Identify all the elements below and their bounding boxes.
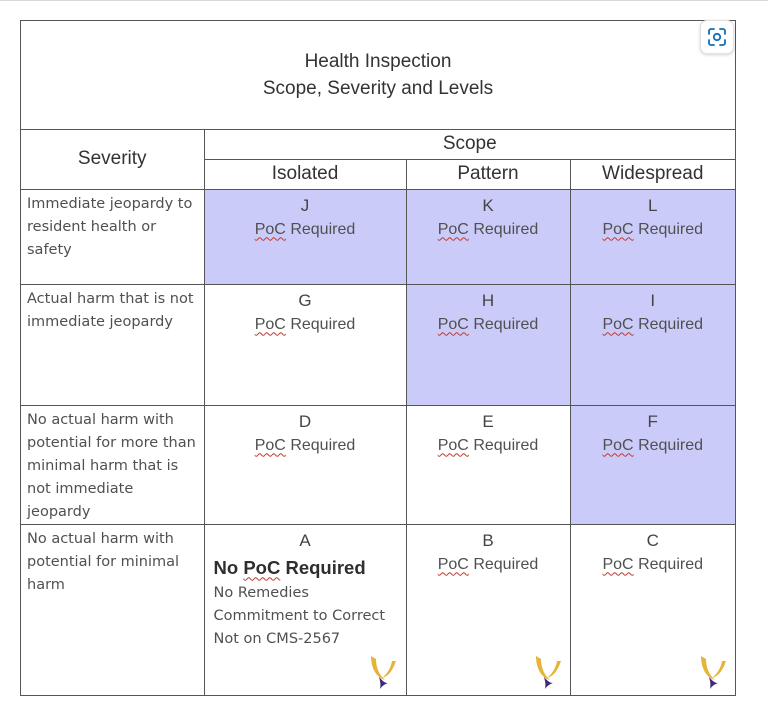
title-line-1: Health Inspection <box>304 51 452 72</box>
poc-status: PoC Required <box>437 436 539 454</box>
level-letter: K <box>482 195 494 215</box>
severity-label: No actual harm with potential for more than minimal harm that is not immediate jeopardy <box>21 405 204 524</box>
poc-status: PoC Required <box>602 555 703 573</box>
scan-expand-icon <box>707 27 727 47</box>
level-letter: G <box>298 290 312 310</box>
level-letter: I <box>650 290 656 310</box>
cell-g <box>204 284 406 405</box>
poc-status: PoC Required <box>437 220 539 238</box>
severity-label: Actual harm that is not immediate jeopardy <box>21 284 204 405</box>
level-letter: B <box>482 530 494 550</box>
scope-header: Scope <box>204 130 735 159</box>
cell-b <box>406 524 570 696</box>
level-letter: A <box>299 530 311 550</box>
scope-severity-table <box>21 130 735 696</box>
severity-label: Immediate jeopardy to resident health or safety <box>21 189 204 284</box>
no-poc-status: No PoC Required <box>213 556 366 578</box>
level-letter: E <box>482 411 494 431</box>
poc-status: PoC Required <box>437 555 539 573</box>
poc-status: PoC Required <box>254 315 356 333</box>
poc-status: PoC Required <box>254 436 356 454</box>
col-header-isolated: Isolated <box>204 159 406 189</box>
cell-e <box>406 405 570 524</box>
col-header-widespread: Widespread <box>570 159 735 189</box>
cell-l <box>570 189 735 284</box>
severity-header: Severity <box>21 130 204 189</box>
severity-label: No actual harm with potential for minimal harm <box>21 524 204 696</box>
bird-logo-icon <box>695 653 731 689</box>
table-row <box>21 189 735 284</box>
table-row <box>21 405 735 524</box>
cell-a <box>204 524 406 696</box>
poc-status: PoC Required <box>254 220 356 238</box>
cell-i <box>570 284 735 405</box>
top-divider <box>0 0 768 1</box>
visual-search-button[interactable] <box>700 20 734 54</box>
cell-f <box>570 405 735 524</box>
level-letter: L <box>648 195 658 215</box>
level-letter: J <box>300 195 310 215</box>
poc-status: PoC Required <box>437 315 539 333</box>
level-letter: F <box>647 411 658 431</box>
remedy-note: No Remedies Commitment to Correct Not on CMS-2567 <box>213 584 386 647</box>
level-letter: D <box>298 411 312 431</box>
level-letter: H <box>481 290 495 310</box>
col-header-pattern: Pattern <box>406 159 570 189</box>
inspection-chart <box>20 20 736 696</box>
poc-status: PoC Required <box>602 436 703 454</box>
cell-k <box>406 189 570 284</box>
level-letter: C <box>646 530 659 550</box>
bird-logo-icon <box>365 653 401 689</box>
cell-d <box>204 405 406 524</box>
cell-h <box>406 284 570 405</box>
cell-c <box>570 524 735 696</box>
poc-status: PoC Required <box>602 315 703 333</box>
table-row <box>21 284 735 405</box>
bird-logo-icon <box>530 653 566 689</box>
chart-title <box>21 21 735 130</box>
table-row <box>21 524 735 696</box>
cell-j <box>204 189 406 284</box>
title-line-2: Scope, Severity and Levels <box>262 78 494 99</box>
poc-status: PoC Required <box>602 220 703 238</box>
